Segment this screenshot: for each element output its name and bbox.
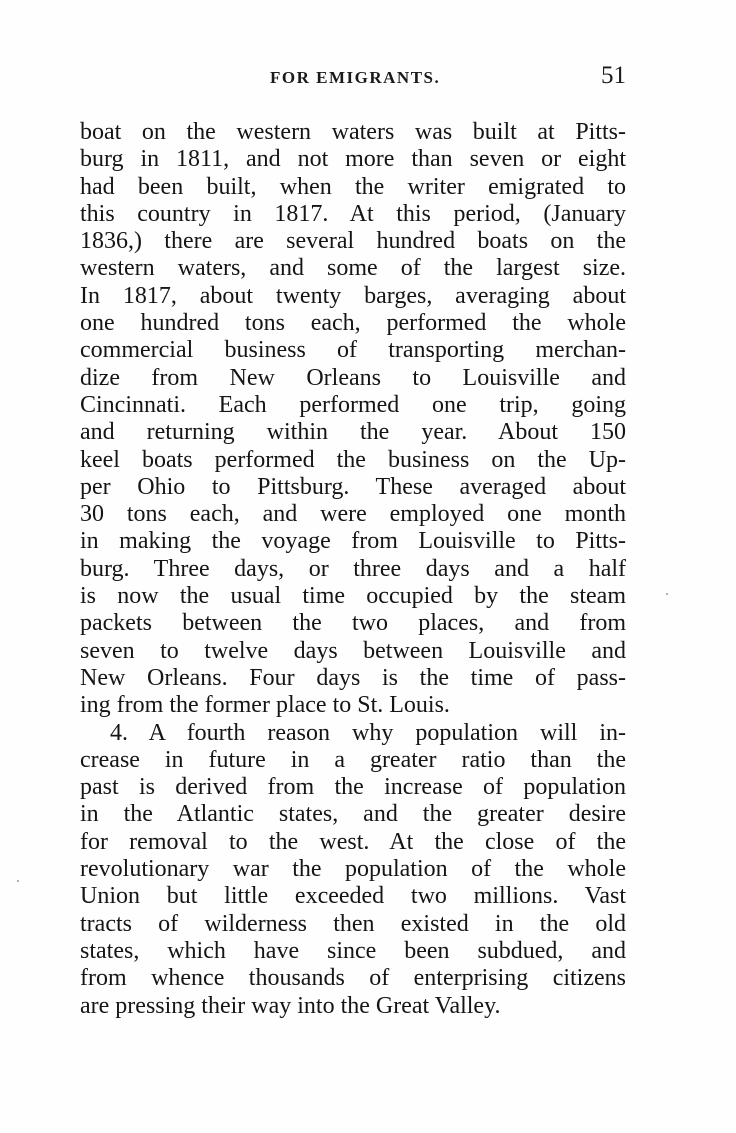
text-line: boat on the western waters was built at Pitts- xyxy=(80,119,626,145)
text-line: packets between the two places, and from xyxy=(80,610,626,637)
text-line: per Ohio to Pittsburg. These averaged about xyxy=(80,473,626,500)
page-number: 51 xyxy=(601,62,626,89)
text-line: past is derived from the increase of population xyxy=(80,774,626,801)
body-text xyxy=(80,119,626,1020)
text-line: from whence thousands of enterprising citizens xyxy=(80,965,626,992)
text-line: in making the voyage from Louisville to Pitts- xyxy=(80,528,626,555)
text-line: ing from the former place to St. Louis. xyxy=(80,692,450,719)
text-line: is now the usual time occupied by the steam xyxy=(80,583,626,610)
paragraph-1 xyxy=(80,119,626,720)
text-line: Cincinnati. Each performed one trip, going xyxy=(80,391,626,418)
text-line: had been built, when the writer emigrated to xyxy=(80,173,626,200)
text-line: dize from New Orleans to Louisville and xyxy=(80,364,626,391)
text-line: in the Atlantic states, and the greater desire xyxy=(80,801,626,828)
text-line: 1836,) there are several hundred boats on the xyxy=(80,228,626,255)
text-line: this country in 1817. At this period, (January xyxy=(80,200,626,227)
text-line: commercial business of transporting merchan- xyxy=(80,337,626,364)
text-line: crease in future in a greater ratio than the xyxy=(80,746,626,773)
text-line: revolutionary war the population of the whole xyxy=(80,856,626,883)
text-line: burg in 1811, and not more than seven or eight xyxy=(80,146,626,173)
text-line: states, which have since been subdued, and xyxy=(80,937,626,964)
text-line: 30 tons each, and were employed one month xyxy=(80,501,626,528)
text-line: tracts of wilderness then existed in the old xyxy=(80,910,626,937)
text-line: burg. Three days, or three days and a half xyxy=(80,555,626,582)
text-line: are pressing their way into the Great Valley. xyxy=(80,992,501,1019)
text-line: western waters, and some of the largest size. xyxy=(80,255,626,282)
text-line: keel boats performed the business on the Up- xyxy=(80,446,626,473)
paper-speck xyxy=(666,593,668,595)
text-line: for removal to the west. At the close of the xyxy=(80,828,626,855)
paper-speck xyxy=(17,880,19,882)
text-line: New Orleans. Four days is the time of pass- xyxy=(80,664,626,691)
text-line: seven to twelve days between Louisville and xyxy=(80,637,626,664)
page-header xyxy=(80,62,626,96)
text-line: 4. A fourth reason why population will in- xyxy=(110,719,626,746)
paragraph-2 xyxy=(80,720,626,1020)
text-line: Union but little exceeded two millions. Vast xyxy=(80,883,626,910)
text-line: one hundred tons each, performed the whole xyxy=(80,310,626,337)
text-line: and returning within the year. About 150 xyxy=(80,419,626,446)
running-head: FOR EMIGRANTS. xyxy=(270,68,441,87)
text-line: In 1817, about twenty barges, averaging about xyxy=(80,282,626,309)
